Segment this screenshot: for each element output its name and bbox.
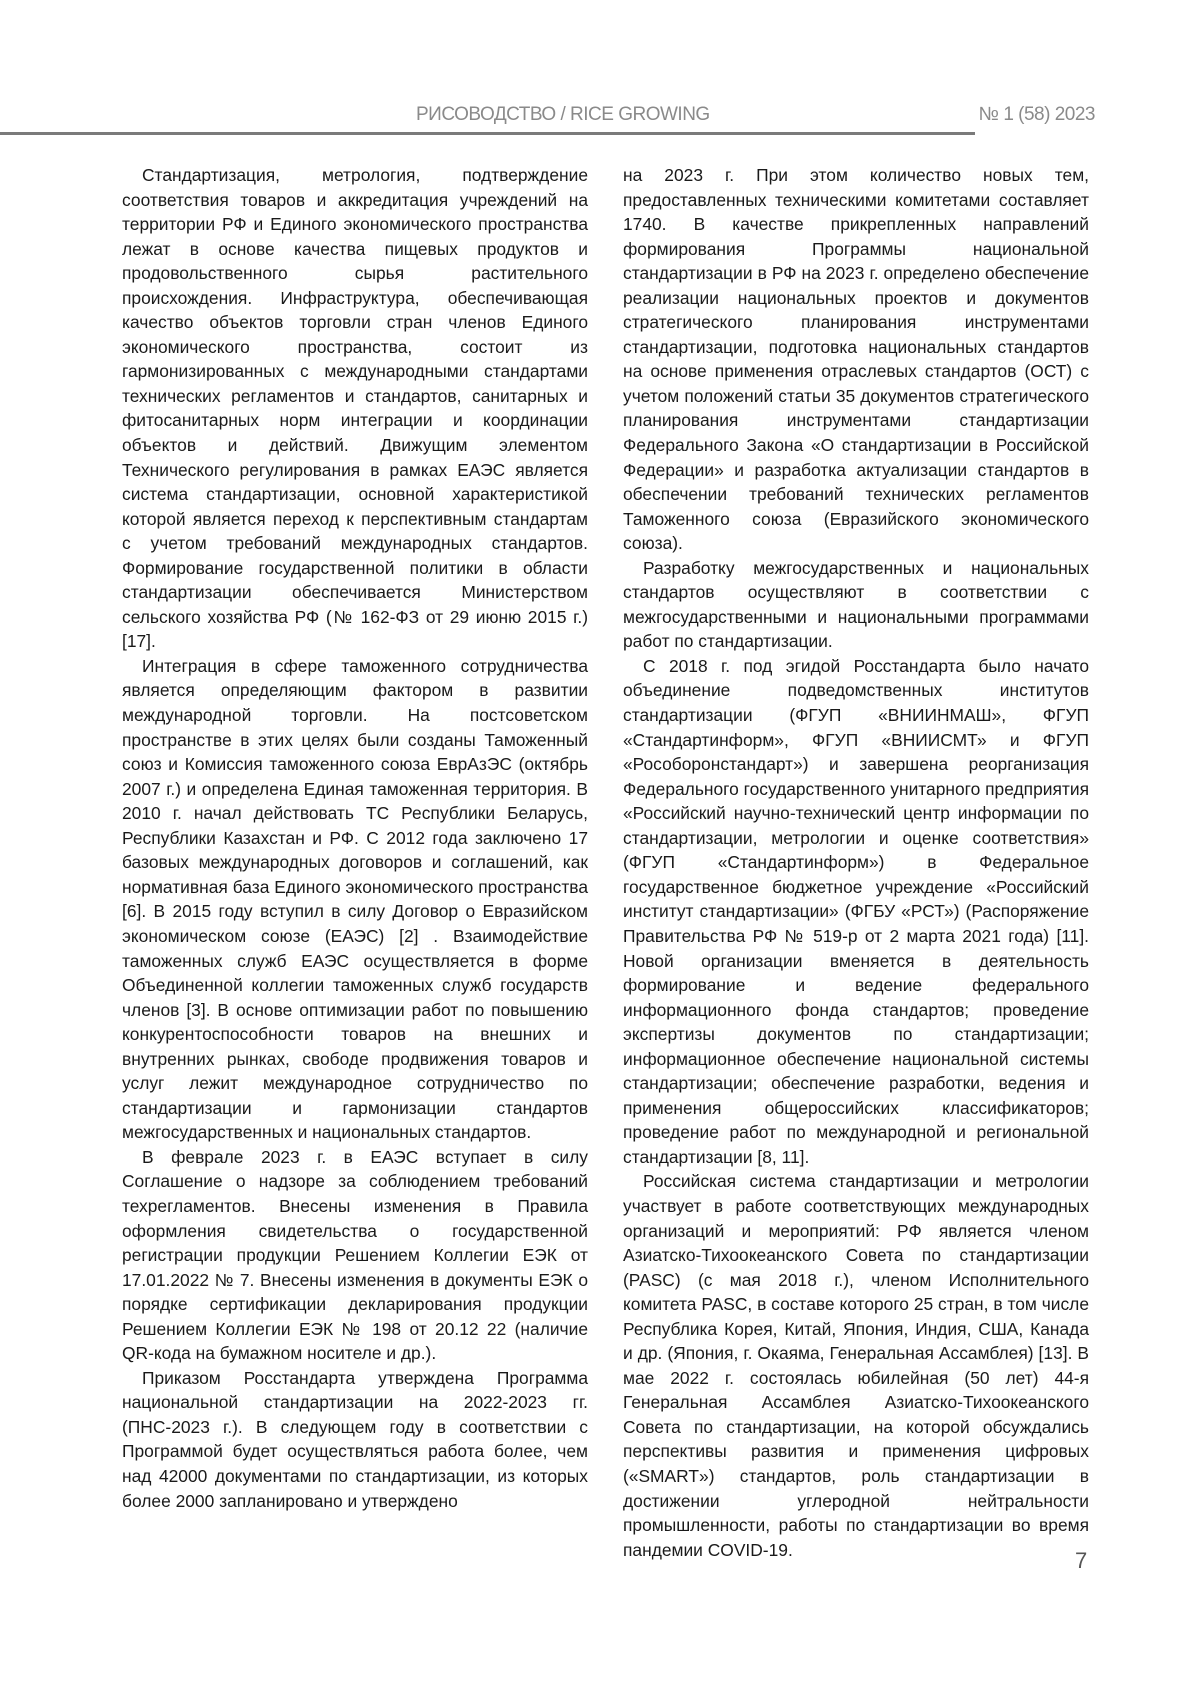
- paragraph: Стандартизация, метрология, подтверждение соответствия товаров и аккредитация учреждений на территории РФ и Единого экономического пространства лежат в основе качества пищевых продуктов и продовольственного сырья растительного происхождения. Инфраструктура, обеспечивающая качество объектов торговли стран членов Единого экономического пространства, состоит из гармонизированных с международными стандартами технических регламентов и стандартов, санитарных и фитосанитарных норм интеграции и координации объектов и действий. Движущим элементом Технического регулирования в рамках ЕАЭС является система стандартизации, основной характеристикой которой является переход к перспективным стандартам с учетом требований международных стандартов. Формирование государственной политики в области стандартизации обеспечивается Министерством сельского хозяйства РФ (№ 162-ФЗ от 29 июню 2015 г.) [17].: [122, 163, 588, 654]
- paragraph: С 2018 г. под эгидой Росстандарта было начато объединение подведомственных институтов стандартизации (ФГУП «ВНИИНМАШ», ФГУП «Стандартинформ», ФГУП «ВНИИСМТ» и ФГУП «Рособоронстандарт») и завершена реорганизация Федерального государственного унитарного предприятия «Российский научно-технический центр информации по стандартизации, метрологии и оценке соответствия» (ФГУП «Стандартинформ») в Федеральное государственное бюджетное учреждение «Российский институт стандартизации» (ФГБУ «РСТ») (Распоряжение Правительства РФ № 519-р от 2 марта 2021 года) [11]. Новой организации вменяется в деятельность формирование и ведение федерального информационного фонда стандартов; проведение экспертизы документов по стандартизации; информационное обеспечение национальной системы стандартизации; обеспечение разработки, ведения и применения общероссийских классификаторов; проведение работ по международной и региональной стандартизации [8, 11].: [623, 654, 1089, 1169]
- paragraph: Интеграция в сфере таможенного сотрудничества является определяющим фактором в развитии международной торговли. На постсоветском пространстве в этих целях были созданы Таможенный союз и Комиссия таможенного союза ЕврАзЭС (октябрь 2007 г.) и определена Единая таможенная территория. В 2010 г. начал действовать ТС Республики Беларусь, Республики Казахстан и РФ. С 2012 года заключено 17 базовых международных договоров и соглашений, как нормативная база Единого экономического пространства [6]. В 2015 году вступил в силу Договор о Евразийском экономическом союзе (ЕАЭС) [2] . Взаимодействие таможенных служб ЕАЭС осуществляется в форме Объединенной коллегии таможенных служб государств членов [3]. В основе оптимизации работ по повышению конкурентоспособности товаров на внешних и внутренних рынках, свободе продвижения товаров и услуг лежит международное сотрудничество по стандартизации и гармонизации стандартов межгосударственных и национальных стандартов.: [122, 654, 588, 1145]
- running-header: [120, 100, 1095, 130]
- left-column: [122, 163, 588, 1513]
- journal-title: РИСОВОДСТВО / RICE GROWING: [416, 104, 710, 126]
- right-column: [623, 163, 1089, 1562]
- issue-number: № 1 (58) 2023: [979, 104, 1095, 126]
- paragraph: Приказом Росстандарта утверждена Программа национальной стандартизации на 2022-2023 гг. (ПНС-2023 г.). В следующем году в соответствии с Программой будет осуществляться работа более, чем над 42000 документами по стандартизации, из которых более 2000 запланировано и утверждено: [122, 1366, 588, 1513]
- page-number: 7: [1075, 1548, 1087, 1574]
- paragraph-continuation: на 2023 г. При этом количество новых тем, предоставленных техническими комитетами составляет 1740. В качестве прикрепленных направлений формирования Программы национальной стандартизации в РФ на 2023 г. определено обеспечение реализации национальных проектов и документов стратегического планирования инструментами стандартизации, подготовка национальных стандартов на основе применения отраслевых стандартов (ОСТ) с учетом положений статьи 35 документов стратегического планирования инструментами стандартизации Федерального Закона «О стандартизации в Российской Федерации» и разработка актуализации стандартов в обеспечении требований технических регламентов Таможенного союза (Евразийского экономического союза).: [623, 163, 1089, 556]
- header-rule: [0, 132, 975, 135]
- paragraph: Разработку межгосударственных и национальных стандартов осуществляют в соответствии с межгосударственными и национальными программами работ по стандартизации.: [623, 556, 1089, 654]
- paragraph: Российская система стандартизации и метрологии участвует в работе соответствующих международных организаций и мероприятий: РФ является членом Азиатско-Тихоокеанского Совета по стандартизации (PASC) (с мая 2018 г.), членом Исполнительного комитета PASC, в составе которого 25 стран, в том числе Республика Корея, Китай, Япония, Индия, США, Канада и др. (Япония, г. Окаяма, Генеральная Ассамблея) [13]. В мае 2022 г. состоялась юбилейная (50 лет) 44-я Генеральная Ассамблея Азиатско-Тихоокеанского Совета по стандартизации, на которой обсуждались перспективы развития и применения цифровых («SMART») стандартов, роль стандартизации в достижении углеродной нейтральности промышленности, работы по стандартизации во время пандемии COVID-19.: [623, 1169, 1089, 1562]
- paragraph: В феврале 2023 г. в ЕАЭС вступает в силу Соглашение о надзоре за соблюдением требований техрегламентов. Внесены изменения в Правила оформления свидетельства о государственной регистрации продукции Решением Коллегии ЕЭК от 17.01.2022 № 7. Внесены изменения в документы ЕЭК о порядке сертификации декларирования продукции Решением Коллегии ЕЭК № 198 от 20.12 22 (наличие QR-кода на бумажном носителе и др.).: [122, 1145, 588, 1366]
